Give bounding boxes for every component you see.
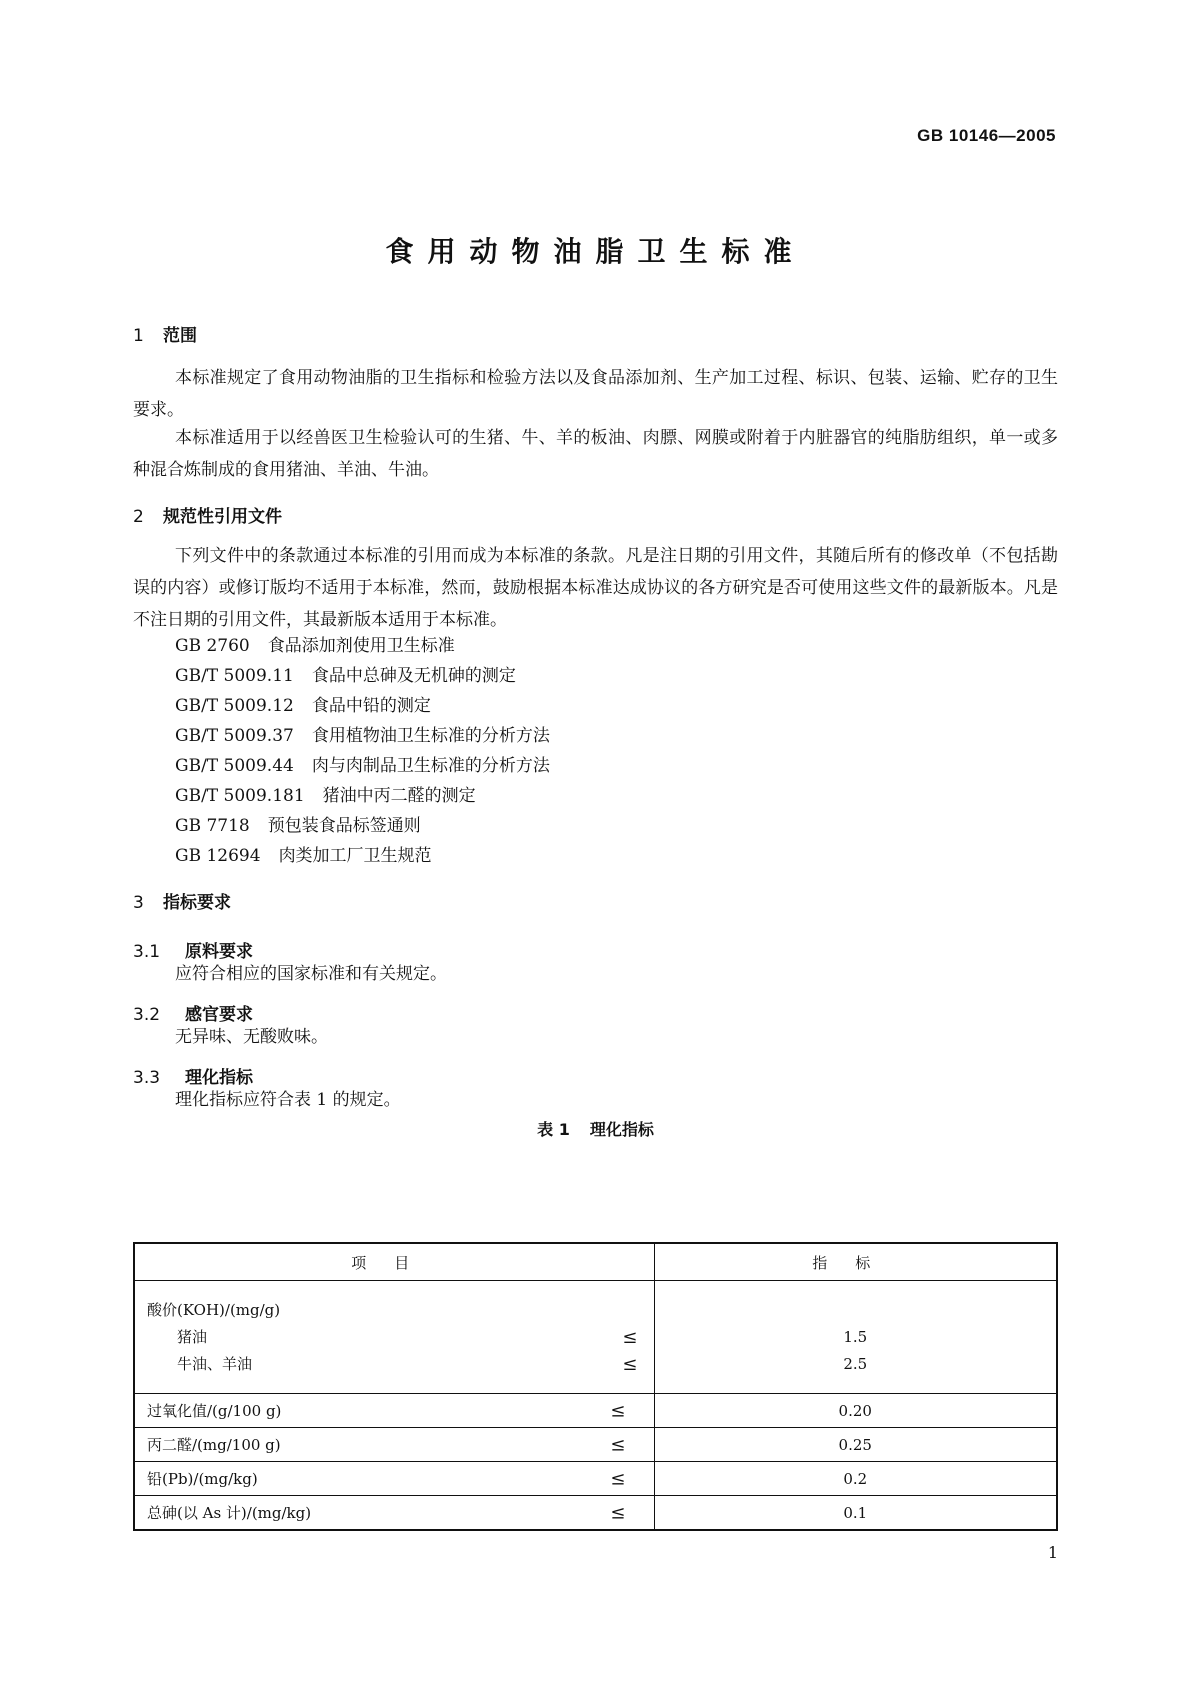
- le-symbol: ≤: [610, 1502, 626, 1523]
- reference-item: [175, 690, 431, 722]
- sub-item-label: 牛油、羊油: [177, 1354, 253, 1373]
- reference-code: GB/T 5009.12: [175, 696, 294, 716]
- section-title: 范围: [163, 326, 197, 346]
- reference-name: 食用植物油卫生标准的分析方法: [311, 726, 550, 746]
- value-cell: [654, 1281, 1057, 1394]
- reference-item: [175, 780, 476, 812]
- section-3-1-text: 应符合相应的国家标准和有关规定。: [175, 964, 447, 984]
- table-row: [134, 1462, 1057, 1496]
- table-row: [134, 1394, 1057, 1428]
- item-cell: [134, 1394, 654, 1428]
- value-cell: 0.25: [654, 1428, 1057, 1462]
- le-symbol: ≤: [610, 1434, 626, 1455]
- section-number: 3: [133, 893, 144, 913]
- header-indicator: 指标: [654, 1243, 1057, 1281]
- reference-item: [175, 810, 421, 842]
- section-number: 1: [133, 326, 144, 346]
- reference-item: [175, 630, 455, 662]
- section-1-heading: [133, 321, 197, 346]
- item-cell: [134, 1428, 654, 1462]
- section-number: 3.3: [133, 1068, 161, 1088]
- section-title: 指标要求: [163, 893, 231, 913]
- value: 1.5: [843, 1327, 868, 1346]
- section-title: 理化指标: [185, 1068, 253, 1088]
- item-cell: [134, 1496, 654, 1531]
- header-item: 项目: [134, 1243, 654, 1281]
- section-title: 规范性引用文件: [163, 507, 282, 527]
- section-3-3-text: 理化指标应符合表 1 的规定。: [175, 1090, 401, 1110]
- item-label: 总砷(以 As 计)/(mg/kg): [147, 1504, 312, 1522]
- value-cell: 0.1: [654, 1496, 1057, 1531]
- standard-code: GB 10146—2005: [917, 126, 1056, 145]
- section-2-heading: [133, 502, 282, 527]
- table-row: [134, 1428, 1057, 1462]
- section-title: 原料要求: [185, 942, 253, 962]
- le-symbol: ≤: [622, 1326, 638, 1348]
- item-label: 酸价(KOH)/(mg/g): [147, 1300, 281, 1319]
- value-cell: 0.20: [654, 1394, 1057, 1428]
- section-number: 3.2: [133, 1005, 161, 1025]
- reference-code: GB/T 5009.11: [175, 666, 294, 686]
- le-symbol: ≤: [610, 1400, 626, 1421]
- sub-item-label: 猪油: [177, 1327, 208, 1346]
- value-cell: 0.2: [654, 1462, 1057, 1496]
- sub-item: [147, 1324, 654, 1351]
- table-row: [134, 1281, 1057, 1394]
- table-caption-title: 理化指标: [589, 1120, 654, 1139]
- item-label: 过氧化值/(g/100 g): [147, 1402, 282, 1420]
- table-caption-number: 表 1: [537, 1120, 570, 1139]
- reference-name: 食品添加剂使用卫生标准: [267, 636, 455, 656]
- reference-name: 肉与肉制品卫生标准的分析方法: [311, 756, 550, 776]
- reference-name: 食品中总砷及无机砷的测定: [311, 666, 516, 686]
- section-1-paragraph-1: 本标准规定了食用动物油脂的卫生指标和检验方法以及食品添加剂、生产加工过程、标识、包装、运输、贮存的卫生要求。: [133, 368, 1058, 420]
- section-1-paragraph-2: 本标准适用于以经兽医卫生检验认可的生猪、牛、羊的板油、肉膘、网膜或附着于内脏器官的纯脂肪组织，单一或多种混合炼制成的食用猪油、羊油、牛油。: [133, 428, 1058, 480]
- table-row: [134, 1496, 1057, 1531]
- table-caption: [0, 1117, 1191, 1140]
- section-3-2-text: 无异味、无酸败味。: [175, 1027, 328, 1047]
- page-number: 1: [1047, 1543, 1058, 1562]
- item-label: 铅(Pb)/(mg/kg): [147, 1470, 258, 1488]
- document-title: 食用动物油脂卫生标准: [385, 235, 806, 268]
- reference-code: GB 7718: [175, 816, 250, 836]
- section-title: 感官要求: [185, 1005, 253, 1025]
- reference-name: 预包装食品标签通则: [267, 816, 421, 836]
- reference-code: GB/T 5009.37: [175, 726, 294, 746]
- reference-code: GB/T 5009.181: [175, 786, 305, 806]
- section-3-heading: [133, 888, 231, 913]
- item-label: 丙二醛/(mg/100 g): [147, 1436, 281, 1454]
- reference-item: [175, 720, 550, 752]
- section-number: 3.1: [133, 942, 161, 962]
- reference-item: [175, 750, 550, 782]
- sub-item: [147, 1351, 654, 1378]
- le-symbol: ≤: [622, 1353, 638, 1375]
- section-number: 2: [133, 507, 144, 527]
- reference-item: [175, 660, 516, 692]
- value: 2.5: [843, 1354, 868, 1373]
- item-cell: [134, 1281, 654, 1394]
- reference-code: GB 2760: [175, 636, 250, 656]
- reference-code: GB 12694: [175, 846, 261, 866]
- reference-item: [175, 840, 432, 872]
- physicochemical-table: [133, 1242, 1058, 1531]
- reference-name: 食品中铅的测定: [311, 696, 431, 716]
- item-cell: [134, 1462, 654, 1496]
- reference-code: GB/T 5009.44: [175, 756, 294, 776]
- reference-name: 猪油中丙二醛的测定: [322, 786, 476, 806]
- le-symbol: ≤: [610, 1468, 626, 1489]
- reference-name: 肉类加工厂卫生规范: [278, 846, 432, 866]
- table-header-row: [134, 1243, 1057, 1281]
- section-2-paragraph-1: 下列文件中的条款通过本标准的引用而成为本标准的条款。凡是注日期的引用文件，其随后所有的修改单（不包括勘误的内容）或修订版均不适用于本标准，然而，鼓励根据本标准达成协议的各方研究是否可使用这些文件的最新版本。凡是不注日期的引用文件，其最新版本适用于本标准。: [133, 546, 1058, 630]
